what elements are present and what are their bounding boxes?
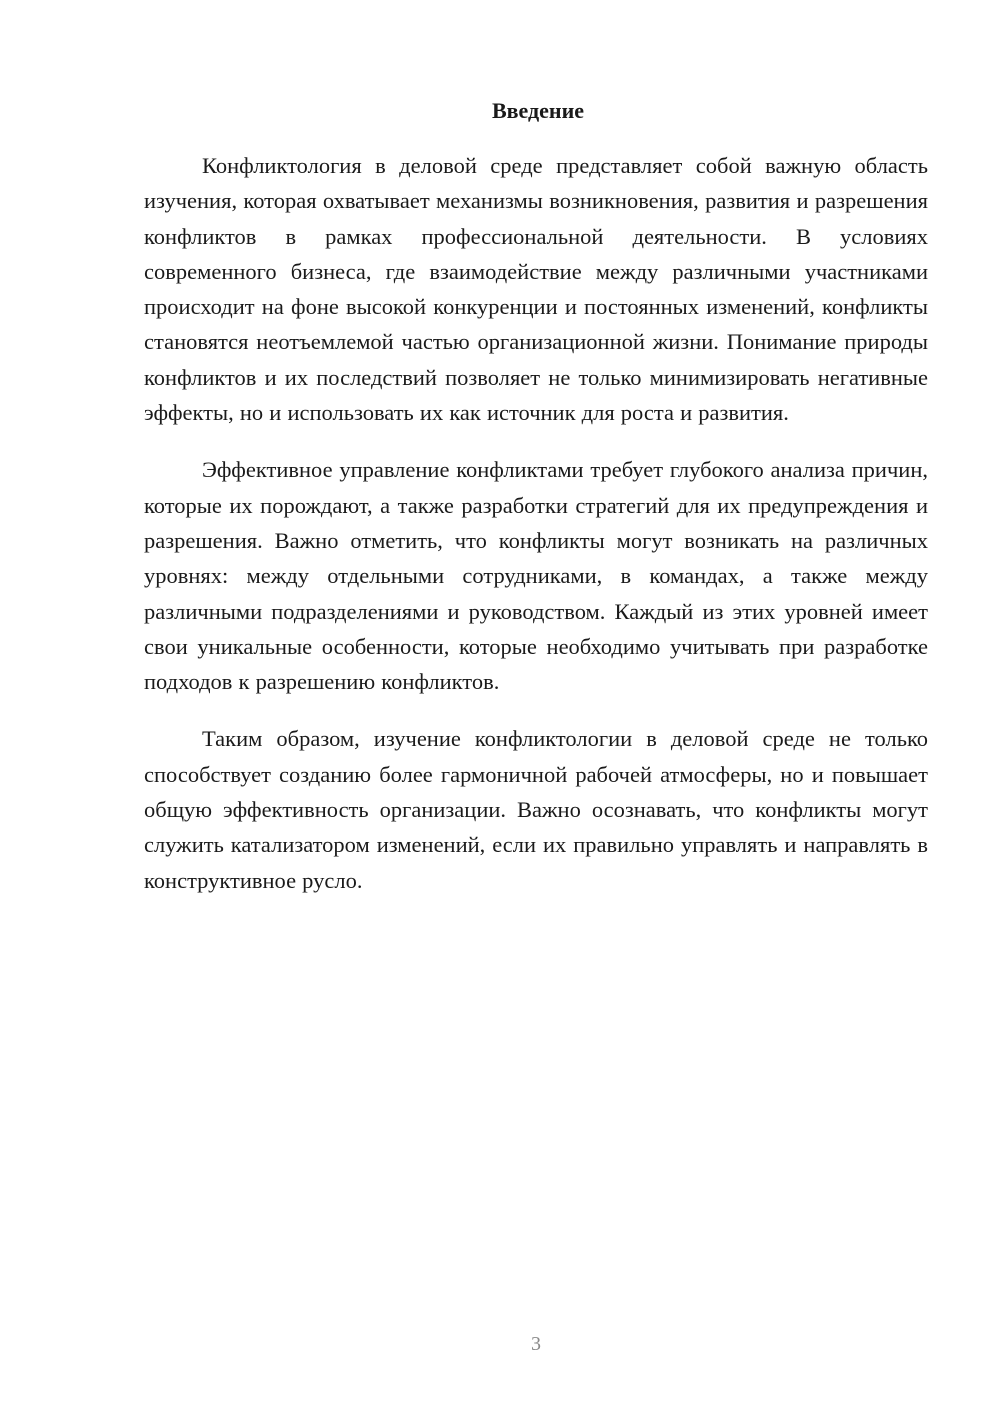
paragraph-1: Конфликтология в деловой среде представляет собой важную область изучения, которая охватывает механизмы возникновения, развития и разрешения конфликтов в рамках профессиональной деятельности. В условиях современного бизнеса, где взаимодействие между различными участниками происходит на фоне высокой конкуренции и постоянных изменений, конфликты становятся неотъемлемой частью организационной жизни. Понимание природы конфликтов и их последствий позволяет не только минимизировать негативные эффекты, но и использовать их как источник для роста и развития. — [144, 153, 928, 426]
paragraph-3: Таким образом, изучение конфликтологии в деловой среде не только способствует созданию более гармоничной рабочей атмосферы, но и повышает общую эффективность организации. Важно осознавать, что конфликты могут служить катализатором изменений, если их правильно управлять и направлять в конструктивное русло. — [144, 726, 928, 893]
section-title: Введение — [491, 98, 585, 123]
page-number: 3 — [531, 1333, 541, 1355]
page-content — [144, 96, 928, 920]
paragraph-2: Эффективное управление конфликтами требует глубокого анализа причин, которые их порождают, а также разработки стратегий для их предупреждения и разрешения. Важно отметить, что конфликты могут возникать на различных уровнях: между отдельными сотрудниками, в командах, а также между различными подразделениями и руководством. Каждый из этих уровней имеет свои уникальные особенности, которые необходимо учитывать при разработке подходов к разрешению конфликтов. — [144, 457, 928, 695]
